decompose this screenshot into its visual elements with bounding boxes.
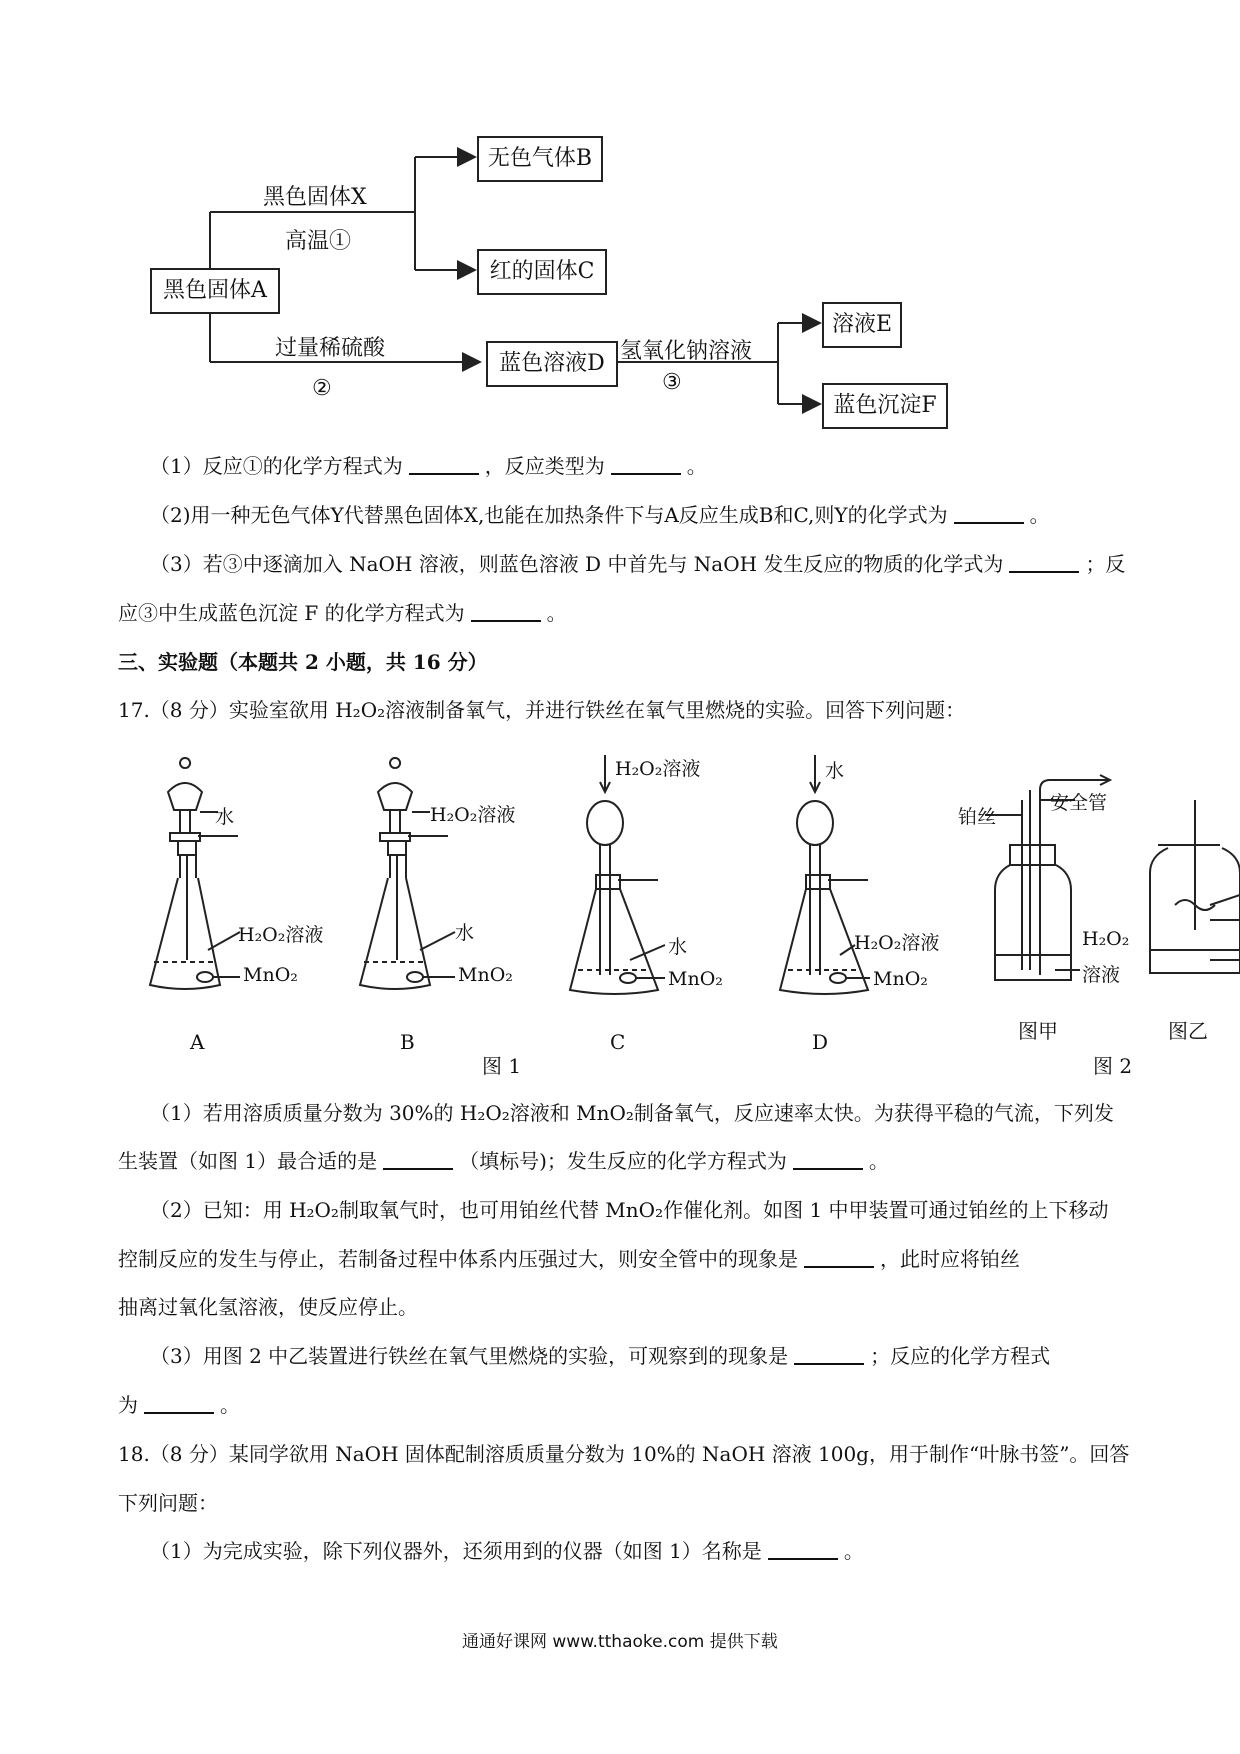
- q17-stem: 17.（8 分）实验室欲用 H₂O₂溶液制备氧气，并进行铁丝在氧气里燃烧的实验。回答下列问题：: [118, 698, 966, 722]
- caption-figure-jia: 图甲: [1018, 1019, 1058, 1043]
- label-c-mno2: MnO₂: [668, 968, 723, 990]
- label-c-h2o2-solution: H₂O₂溶液: [615, 758, 701, 780]
- answer-blank[interactable]: [144, 1411, 214, 1414]
- q17-part3-line1: （3）用图 2 中乙装置进行铁丝在氧气里燃烧的实验，可观察到的现象是 ；反应的化学方程式: [150, 1344, 1051, 1368]
- caption-a: A: [190, 1030, 205, 1054]
- box-solution-e: 溶液E: [822, 302, 902, 348]
- label-high-temp-step1: 高温①: [285, 229, 352, 254]
- q17-part2-line3: 抽离过氧化氢溶液，使反应停止。: [118, 1295, 418, 1319]
- label-jia-h2o2: H₂O₂: [1082, 928, 1130, 950]
- label-black-solid-x: 黑色固体X: [263, 185, 367, 210]
- answer-blank[interactable]: [383, 1167, 453, 1170]
- apparatus-a: [150, 758, 240, 989]
- label-dilute-sulfuric-acid: 过量稀硫酸: [275, 336, 386, 361]
- caption-figure-2: 图 2: [1093, 1054, 1133, 1078]
- caption-c: C: [610, 1030, 626, 1054]
- q16-part2: （2)用一种无色气体Y代替黑色固体X,也能在加热条件下与A反应生成B和C,则Y的化学式为 。: [150, 503, 1050, 527]
- page-footer: 通通好课网 www.tthaoke.com 提供下载: [462, 1632, 778, 1652]
- q18-part1: （1）为完成实验，除下列仪器外，还须用到的仪器（如图 1）名称是 。: [150, 1539, 864, 1563]
- answer-blank[interactable]: [793, 1167, 863, 1170]
- q18-stem-line2: 下列问题：: [118, 1491, 218, 1515]
- answer-blank[interactable]: [804, 1265, 874, 1268]
- apparatus-d: [780, 755, 870, 994]
- q17-part1-line1: （1）若用溶质质量分数为 30%的 H₂O₂溶液和 MnO₂制备氧气，反应速率太快。为获得平稳的气流，下列发: [150, 1101, 1114, 1125]
- box-blue-solution-d: 蓝色溶液D: [486, 341, 618, 387]
- label-a-h2o2-solution: H₂O₂溶液: [238, 924, 324, 946]
- section-heading-experiments: 三、实验题（本题共 2 小题，共 16 分）: [118, 650, 488, 674]
- q18-stem-line1: 18.（8 分）某同学欲用 NaOH 固体配制溶质质量分数为 10%的 NaOH 溶液 100g，用于制作“叶脉书签”。回答: [118, 1442, 1130, 1466]
- label-d-water: 水: [825, 760, 845, 782]
- label-c-water: 水: [668, 936, 688, 958]
- q16-part3-line2: 应③中生成蓝色沉淀 F 的化学方程式为 。: [118, 601, 567, 625]
- q17-part2-line1: （2）已知：用 H₂O₂制取氧气时，也可用铂丝代替 MnO₂作催化剂。如图 1 中甲装置可通过铂丝的上下移动: [150, 1198, 1109, 1222]
- q16-part3-line1: （3）若③中逐滴加入 NaOH 溶液，则蓝色溶液 D 中首先与 NaOH 发生反应的物质的化学式为 ；反: [150, 552, 1126, 576]
- label-d-h2o2-solution: H₂O₂溶液: [854, 932, 940, 954]
- apparatus-yi: [1150, 800, 1240, 973]
- box-red-solid-c: 红的固体C: [477, 249, 607, 295]
- box-colorless-gas-b: 无色气体B: [477, 136, 603, 182]
- caption-d: D: [812, 1030, 829, 1054]
- q17-part2-line2: 控制反应的发生与停止，若制备过程中体系内压强过大，则安全管中的现象是 ，此时应将铂丝: [118, 1247, 1020, 1271]
- q17-part1-line2: 生装置（如图 1）最合适的是 （填标号)；发生反应的化学方程式为 。: [118, 1149, 889, 1173]
- q17-part3-line2: 为 。: [118, 1393, 240, 1417]
- label-b-h2o2-solution: H₂O₂溶液: [430, 804, 516, 826]
- caption-figure-yi: 图乙: [1168, 1019, 1208, 1043]
- label-a-mno2: MnO₂: [243, 964, 298, 986]
- label-b-mno2: MnO₂: [458, 964, 513, 986]
- apparatus-b: [360, 758, 455, 989]
- caption-b: B: [400, 1030, 415, 1054]
- label-platinum-wire: 铂丝: [958, 806, 997, 828]
- label-jia-solution: 溶液: [1082, 964, 1121, 986]
- label-d-mno2: MnO₂: [873, 968, 928, 990]
- box-blue-precipitate-f: 蓝色沉淀F: [822, 383, 948, 429]
- label-safety-tube: 安全管: [1050, 792, 1108, 814]
- label-b-water: 水: [455, 922, 475, 944]
- q16-part1: （1）反应①的化学方程式为 ，反应类型为 。: [150, 454, 707, 478]
- caption-figure-1: 图 1: [482, 1054, 522, 1078]
- label-naoh-solution: 氢氧化钠溶液: [620, 339, 753, 364]
- box-black-solid-a: 黑色固体A: [150, 268, 280, 314]
- answer-blank[interactable]: [794, 1362, 864, 1365]
- label-step3: ③: [662, 370, 682, 395]
- answer-blank[interactable]: [768, 1557, 838, 1560]
- label-step2: ②: [312, 376, 332, 401]
- label-a-water: 水: [215, 806, 235, 828]
- apparatus-c: [570, 755, 665, 994]
